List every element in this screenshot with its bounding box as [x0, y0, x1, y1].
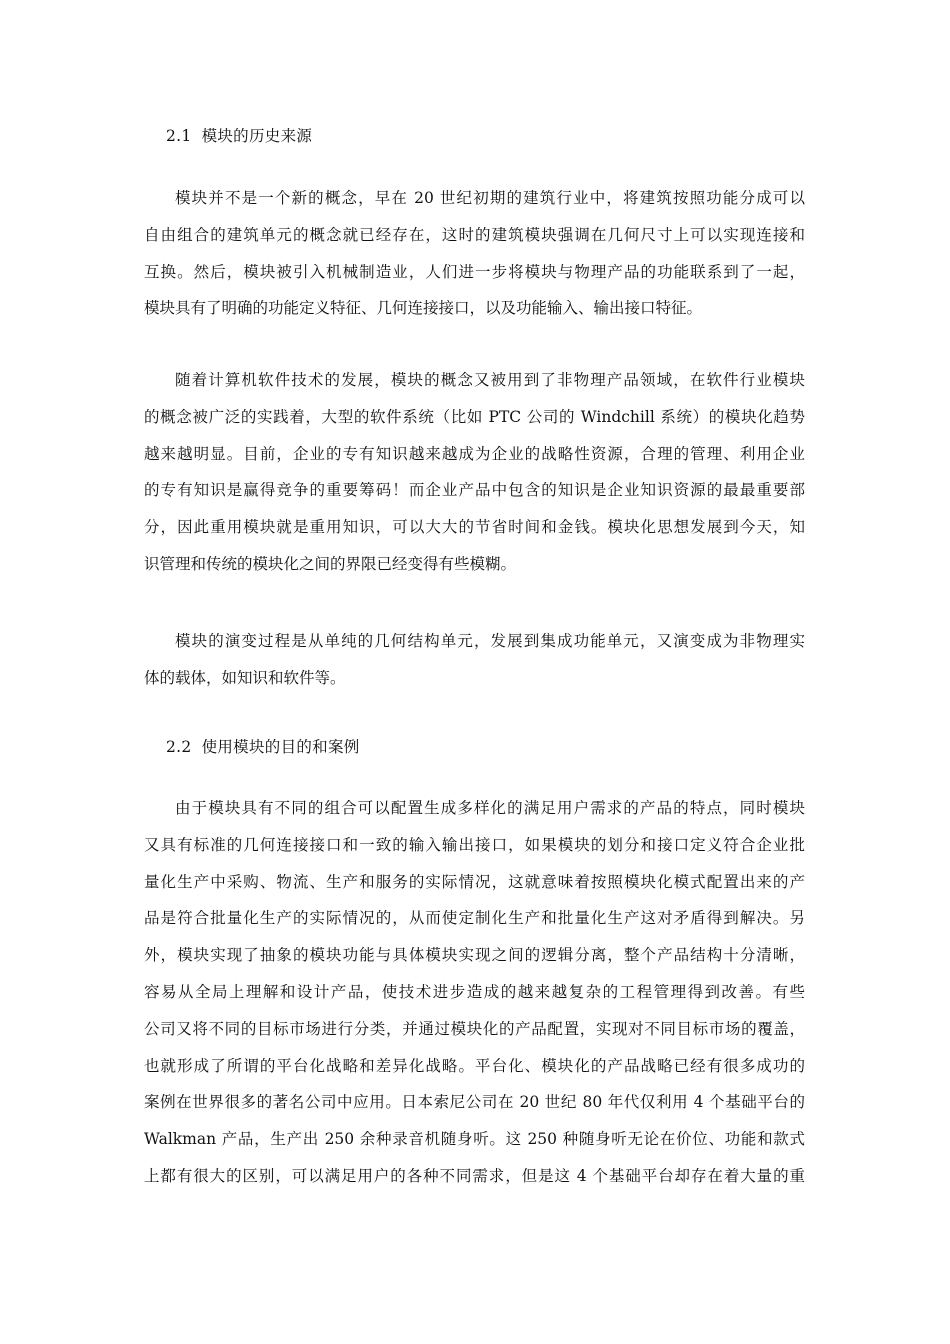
paragraph-line: 容易从全局上理解和设计产品，使技术进步造成的越来越复杂的工程管理得到改善。有些	[144, 982, 805, 1001]
paragraph-line: 也就形成了所谓的平台化战略和差异化战略。平台化、模块化的产品战略已经有很多成功的	[144, 1056, 805, 1075]
paragraph-line: 体的载体，如知识和软件等。	[144, 668, 346, 687]
paragraph	[144, 798, 805, 1203]
paragraph-line: Walkman 产品，生产出 250 余种录音机随身听。这 250 种随身听无论在价位、功能和款式	[144, 1130, 805, 1149]
paragraph-line: 案例在世界很多的著名公司中应用。日本索尼公司在 20 世纪 80 年代仅利用 4 个基础平台的	[144, 1093, 805, 1112]
section-title: 模块的历史来源	[201, 127, 313, 145]
section-heading-2-2	[166, 737, 360, 757]
paragraph-line: 模块具有了明确的功能定义特征、几何连接接口，以及功能输入、输出接口特征。	[144, 299, 703, 318]
section-number: 2.2	[166, 738, 192, 756]
paragraph-line: 随着计算机软件技术的发展，模块的概念又被用到了非物理产品领域，在软件行业模块	[175, 371, 805, 389]
paragraph-line: 由于模块具有不同的组合可以配置生成多样化的满足用户需求的产品的特点，同时模块	[175, 799, 805, 817]
paragraph	[144, 631, 805, 705]
paragraph-line: 又具有标准的几何连接接口和一致的输入输出接口，如果模块的划分和接口定义符合企业批	[144, 835, 805, 854]
paragraph-line: 公司又将不同的目标市场进行分类，并通过模块化的产品配置，实现对不同目标市场的覆盖，	[144, 1019, 805, 1038]
paragraph-line: 外，模块实现了抽象的模块功能与具体模块实现之间的逻辑分离，整个产品结构十分清晰，	[144, 946, 805, 965]
section-title: 使用模块的目的和案例	[201, 738, 360, 756]
paragraph	[144, 188, 805, 335]
paragraph-line: 上都有很大的区别，可以满足用户的各种不同需求，但是这 4 个基础平台却存在着大量的重	[144, 1166, 805, 1185]
paragraph-line: 自由组合的建筑单元的概念就已经存在，这时的建筑模块强调在几何尺寸上可以实现连接和	[144, 225, 805, 244]
paragraph-line: 品是符合批量化生产的实际情况的，从而使定制化生产和批量化生产这对矛盾得到解决。另	[144, 909, 805, 928]
paragraph-line: 越来越明显。目前，企业的专有知识越来越成为企业的战略性资源，合理的管理、利用企业	[144, 444, 805, 463]
paragraph-line: 分，因此重用模块就是重用知识，可以大大的节省时间和金钱。模块化思想发展到今天，知	[144, 518, 805, 537]
section-number: 2.1	[166, 127, 192, 145]
paragraph-line: 模块的演变过程是从单纯的几何结构单元，发展到集成功能单元，又演变成为非物理实	[175, 632, 805, 650]
paragraph-line: 模块并不是一个新的概念，早在 20 世纪初期的建筑行业中，将建筑按照功能分成可以	[175, 189, 805, 207]
paragraph-line: 识管理和传统的模块化之间的界限已经变得有些模糊。	[144, 554, 517, 573]
section-heading-2-1	[166, 126, 312, 146]
paragraph-line: 量化生产中采购、物流、生产和服务的实际情况，这就意味着按照模块化模式配置出来的产	[144, 872, 805, 891]
paragraph-line: 的专有知识是赢得竞争的重要筹码！而企业产品中包含的知识是企业知识资源的最最重要部	[144, 481, 805, 500]
paragraph-line: 的概念被广泛的实践着，大型的软件系统（比如 PTC 公司的 Windchill 系统）的模块化趋势	[144, 407, 805, 426]
paragraph	[144, 370, 805, 591]
paragraph-line: 互换。然后，模块被引入机械制造业，人们进一步将模块与物理产品的功能联系到了一起，	[144, 262, 805, 281]
